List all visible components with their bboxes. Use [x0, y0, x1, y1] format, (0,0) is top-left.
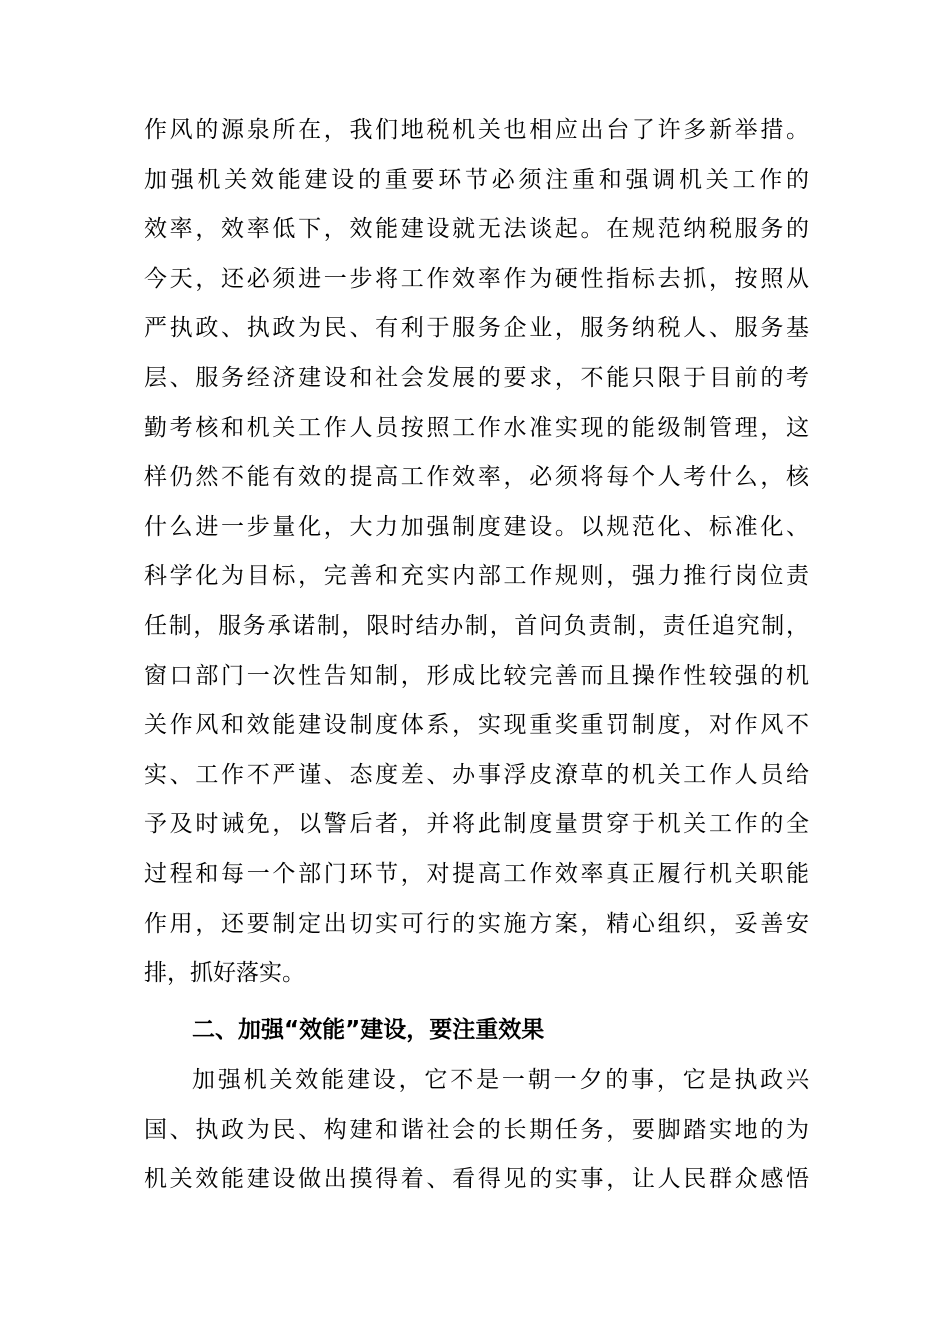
text-line: 严执政、执政为民、有利于服务企业，服务纳税人、服务基 — [144, 315, 809, 342]
text-line: 什么进一步量化，大力加强制度建设。以规范化、标准化、 — [144, 513, 809, 540]
text-line: 加强机关效能建设，它不是一朝一夕的事，它是执政兴 — [192, 1067, 809, 1093]
text-line: 关作风和效能建设制度体系，实现重奖重罚制度，对作风不 — [144, 712, 809, 739]
text-line: 层、服务经济建设和社会发展的要求，不能只限于目前的考 — [144, 364, 809, 391]
text-line: 机关效能建设做出摸得着、看得见的实事，让人民群众感悟 — [144, 1166, 809, 1193]
text-line: 予及时诫免，以警后者，并将此制度量贯穿于机关工作的全 — [144, 811, 809, 838]
text-line: 效率，效率低下，效能建设就无法谈起。在规范纳税服务的 — [144, 216, 809, 243]
paragraph — [144, 1056, 809, 1205]
text-line: 作风的源泉所在，我们地税机关也相应出台了许多新举措。 — [144, 117, 809, 143]
text-line: 加强机关效能建设的重要环节必须注重和强调机关工作的 — [144, 166, 809, 193]
text-line: 国、执政为民、构建和谐社会的长期任务，要脚踏实地的为 — [144, 1116, 809, 1143]
paragraph-continued — [144, 106, 809, 999]
text-line: 实、工作不严谨、态度差、办事浮皮潦草的机关工作人员给 — [144, 761, 809, 788]
text-line: 排，抓好落实。 — [144, 960, 305, 987]
text-line: 过程和每一个部门环节，对提高工作效率真正履行机关职能 — [144, 860, 809, 887]
text-line: 样仍然不能有效的提高工作效率，必须将每个人考什么，核 — [144, 464, 809, 491]
text-line: 作用，还要制定出切实可行的实施方案，精心组织，妥善安 — [144, 910, 809, 937]
text-line: 窗口部门一次性告知制，形成比较完善而且操作性较强的机 — [144, 662, 809, 689]
section-heading-text: 二、加强“效能”建设，要注重效果 — [192, 1017, 545, 1043]
text-line: 任制，服务承诺制，限时结办制，首问负责制，责任追究制， — [144, 612, 809, 639]
text-line: 勤考核和机关工作人员按照工作水准实现的能级制管理，这 — [144, 414, 809, 441]
text-line: 今天，还必须进一步将工作效率作为硬性指标去抓，按照从 — [144, 265, 809, 292]
text-line: 科学化为目标，完善和充实内部工作规则，强力推行岗位责 — [144, 563, 809, 590]
section-heading — [144, 1006, 809, 1056]
